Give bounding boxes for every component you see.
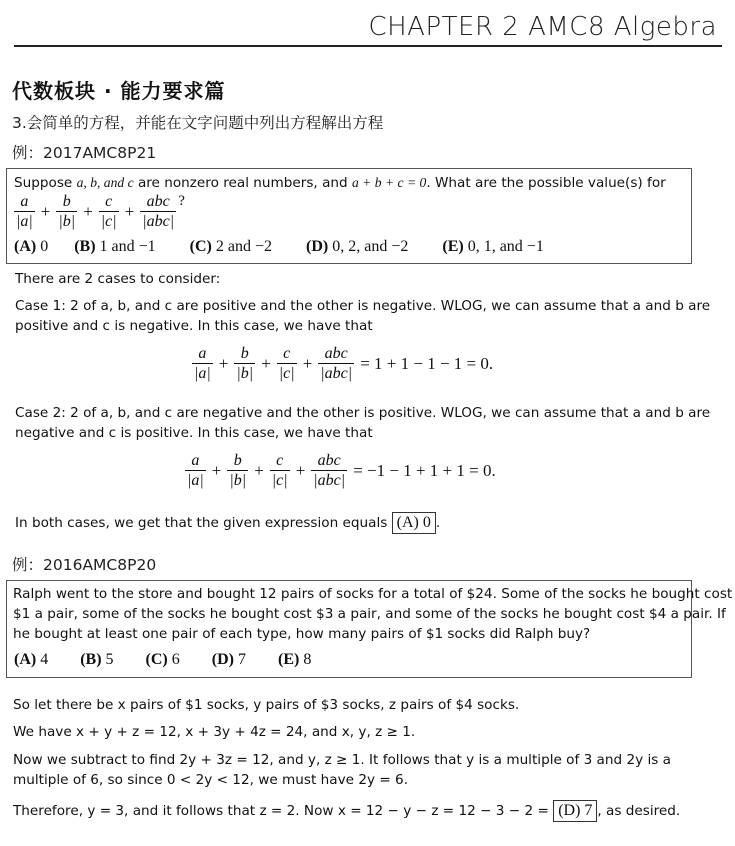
choice-b: (B) 1 and −1 <box>74 238 156 255</box>
chapter-title: CHAPTER 2 AMC8 Algebra <box>368 12 717 42</box>
example2-problem-line2: $1 a pair, some of the socks he bought cost $3 a pair, and some of the socks he bought cost $4 a pair. If <box>13 606 726 622</box>
case2-equation: $\frac{a}{|a|}$ + $\frac{b}{|b|}$ + $\frac{c}{|c|}$ + $\frac{\text{abc}}{\text{|abc|}}$ = −1 − 1 + 1 + 1 = 0. <box>187 452 496 489</box>
example1-problem-line1: Suppose a, b, and c are nonzero real numbers, and a + b + c = 0. What are the possible value(s) for <box>14 175 666 191</box>
example2-problem-line3: he bought at least one pair of each type, how many pairs of $1 socks did Ralph buy? <box>13 626 591 642</box>
choice-e: (E) 0, 1, and −1 <box>442 238 544 255</box>
example1-answer-box: (A) 0 <box>392 512 436 534</box>
fraction-b: $\frac{b}{|b|}$ <box>58 193 76 230</box>
example2-sol-line2: We have x + y + z = 12, x + 3y + 4z = 24, and x, y, z ≥ 1. <box>13 724 416 740</box>
case1-equation: $\frac{a}{|a|}$ + $\frac{b}{|b|}$ + $\frac{c}{|c|}$ + $\frac{\text{abc}}{\text{|abc|}}$ = 1 + 1 − 1 − 1 = 0. <box>194 345 494 382</box>
choice-e: (E) 8 <box>277 651 312 668</box>
case1-line2: positive and c is negative. In this case, we have that <box>15 318 373 334</box>
example2-sol-line3: Now we subtract to find 2y + 3z = 12, and y, z ≥ 1. It follows that y is a multiple of 3 and 2y is a <box>13 752 671 768</box>
example2-problem-box <box>6 580 733 678</box>
example2-sol-line4: multiple of 6, so since 0 < 2y < 12, we must have 2y = 6. <box>13 772 409 788</box>
example1-expression: $\frac{a}{|a|}$ + $\frac{b}{|b|}$ + $\frac{c}{|c|}$ + $\frac{\text{abc}}{\text{|abc|}}$ ? <box>16 193 185 230</box>
example1-problem-box <box>6 168 692 264</box>
fraction-c: $\frac{c}{|c|}$ <box>100 193 117 230</box>
example1-choices <box>14 238 544 256</box>
example2-problem-line1: Ralph went to the store and bought 12 pairs of socks for a total of $24. Some of the socks he bought cost <box>13 586 733 602</box>
case2-line1: Case 2: 2 of a, b, and c are negative and the other is positive. WLOG, we can assume that a and b are <box>15 405 711 421</box>
case2-line2: negative and c is positive. In this case, we have that <box>15 425 373 441</box>
choice-c: (C) 6 <box>145 651 180 668</box>
choice-c: (C) 2 and −2 <box>189 238 273 255</box>
solution-intro: There are 2 cases to consider: <box>15 271 221 287</box>
example2-answer-box: (D) 7 <box>553 800 597 822</box>
example1-label: 例：2017AMC8P21 <box>12 144 157 162</box>
example1-conclusion: In both cases, we get that the given expression equals (A) 0 . <box>15 512 440 534</box>
section-title: 代数板块 · 能力要求篇 <box>12 79 226 103</box>
choice-a: (A) 4 <box>14 651 49 668</box>
choice-d: (D) 0, 2, and −2 <box>306 238 409 255</box>
header-rule <box>14 45 722 47</box>
example2-sol-line5: Therefore, y = 3, and it follows that z = 2. Now x = 12 − y − z = 12 − 3 − 2 = (D) 7 , as desired. <box>13 800 680 822</box>
requirement-text: 3.会简单的方程，并能在文字问题中列出方程解出方程 <box>12 114 384 132</box>
choice-d: (D) 7 <box>211 651 246 668</box>
example2-choices <box>14 651 311 669</box>
choice-b: (B) 5 <box>80 651 114 668</box>
fraction-a: $\frac{a}{|a|}$ <box>16 193 33 230</box>
case1-line1: Case 1: 2 of a, b, and c are positive and the other is negative. WLOG, we can assume that a and b are <box>15 298 711 314</box>
choice-a: (A) 0 <box>14 238 49 255</box>
fraction-abc: $\frac{\text{abc}}{\text{|abc|}}$ <box>142 193 175 230</box>
example2-sol-line1: So let there be x pairs of $1 socks, y pairs of $3 socks, z pairs of $4 socks. <box>13 697 520 713</box>
example2-label: 例：2016AMC8P20 <box>12 556 157 574</box>
